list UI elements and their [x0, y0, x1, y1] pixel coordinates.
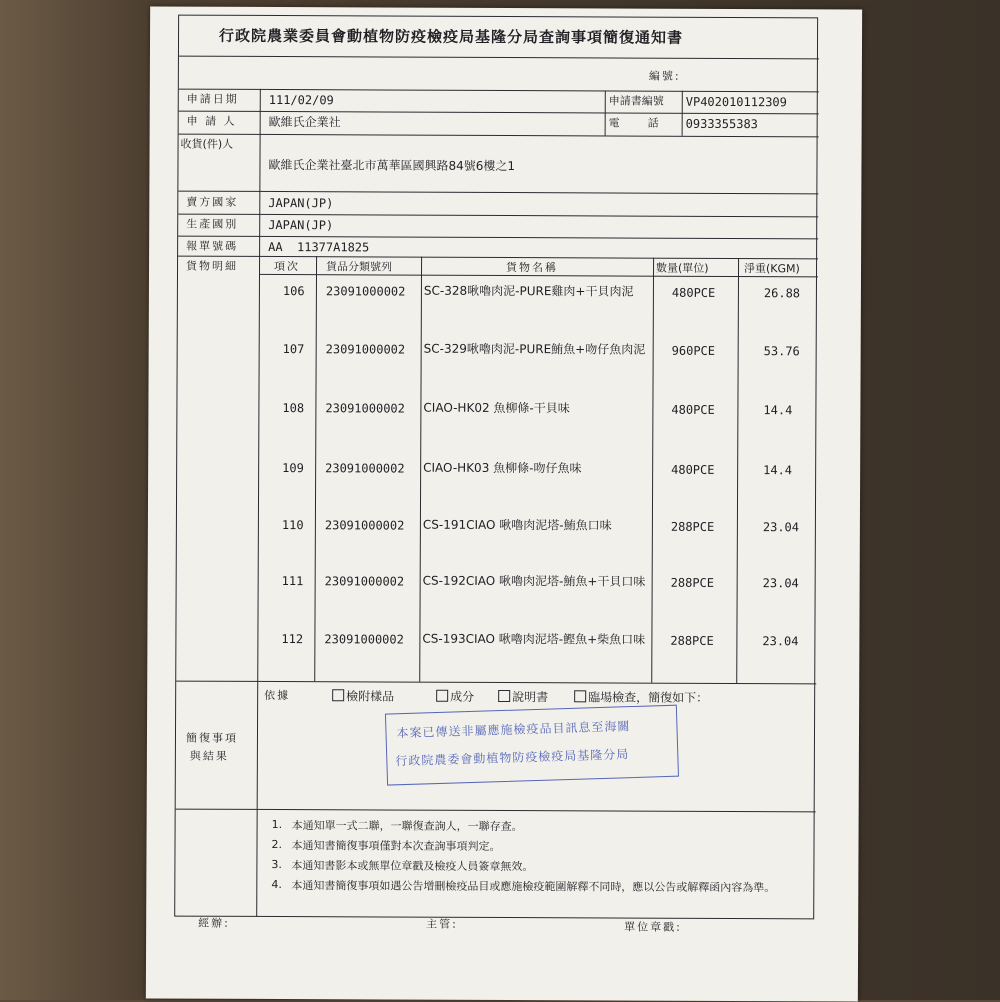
row-item: 110: [281, 518, 304, 533]
header-goods-name: 貨物名稱: [506, 261, 559, 275]
row-goods-name: CS-193CIAO 啾嚕肉泥塔-鰹魚+柴魚口味: [422, 631, 646, 647]
unit-seal-label: 單位章戳:: [624, 920, 682, 934]
reply-label-line1: 簡復事項: [185, 731, 239, 745]
row-net-weight: 53.76: [763, 344, 800, 359]
app-no-label: 申請書編號: [608, 94, 664, 108]
note-number: 4.: [271, 877, 282, 892]
apply-date-value: 111/02/09: [268, 92, 334, 108]
customs-stamp: [385, 705, 679, 786]
row-quantity: 288PCE: [670, 575, 715, 590]
note-number: 2.: [271, 837, 283, 852]
row-hs-code: 23091000002: [325, 401, 405, 416]
option-onsite[interactable]: [574, 690, 708, 705]
row-quantity: 480PCE: [671, 285, 716, 300]
form-table: [174, 15, 818, 920]
row-net-weight: 23.04: [762, 576, 799, 591]
apply-date-label: 申請日期: [186, 92, 239, 106]
header-item: 項次: [274, 259, 301, 274]
stamp-line2: 行政院農委會動植物防疫檢疫局基隆分局: [395, 747, 630, 769]
row-quantity: 480PCE: [671, 462, 715, 477]
declaration-no-label: 報單號碼: [186, 239, 239, 253]
handler-label: 經辦:: [198, 916, 230, 930]
row-goods-name: SC-329啾嚕肉泥-PURE鮪魚+吻仔魚肉泥: [423, 341, 646, 357]
row-item: 106: [282, 284, 305, 299]
row-goods-name: CIAO-HK02 魚柳條-干貝味: [423, 400, 570, 416]
stamp-line1: 本案已傳送非屬應施檢疫品目訊息至海關: [396, 719, 631, 741]
header-hs-code: 貨品分類號列: [326, 260, 393, 274]
row-hs-code: 23091000002: [324, 632, 404, 647]
sample-checkbox[interactable]: [332, 689, 344, 701]
row-net-weight: 26.88: [763, 286, 801, 301]
consignee-label: 收貨(件)人: [180, 137, 234, 151]
row-net-weight: 23.04: [762, 634, 799, 649]
row-item: 111: [281, 574, 304, 589]
option-manual[interactable]: [498, 690, 548, 704]
row-item: 112: [281, 632, 304, 647]
ingredients-checkbox[interactable]: [436, 690, 448, 702]
goods-label: 貨物明細: [186, 259, 239, 273]
onsite-checkbox[interactable]: [574, 690, 586, 702]
origin-country-value: JAPAN(JP): [268, 217, 334, 233]
app-no-value: VP402010112309: [685, 94, 787, 110]
row-net-weight: 14.4: [763, 403, 793, 418]
row-goods-name: CIAO-HK03 魚柳條-吻仔魚味: [423, 460, 582, 476]
phone-label: 電 話: [608, 116, 661, 130]
row-quantity: 288PCE: [670, 519, 715, 534]
declaration-no-value: AA 11377A1825: [268, 239, 370, 255]
row-hs-code: 23091000002: [324, 518, 405, 533]
row-goods-name: CS-191CIAO 啾嚕肉泥塔-鮪魚口味: [422, 517, 612, 533]
option-ingredients[interactable]: [436, 690, 474, 704]
option-sample-label: 檢附樣品: [346, 689, 395, 704]
row-hs-code: 23091000002: [325, 342, 406, 357]
note-text: 本通知單一式二聯，一聯復查詢人，一聯存查。: [291, 819, 523, 834]
seller-country-label: 賣方國家: [186, 195, 239, 209]
row-quantity: 960PCE: [671, 343, 716, 358]
row-item: 109: [282, 461, 304, 476]
row-goods-name: CS-192CIAO 啾嚕肉泥塔-鮪魚+干貝口味: [422, 573, 646, 589]
row-hs-code: 23091000002: [324, 574, 405, 589]
document-title: 行政院農業委員會動植物防疫檢疫局基隆分局查詢事項簡復通知書: [219, 26, 684, 47]
phone-value: 0933355383: [685, 116, 758, 132]
reply-label-line2: 與結果: [189, 749, 229, 763]
row-quantity: 480PCE: [671, 402, 715, 417]
note-number: 3.: [271, 857, 282, 872]
option-ingredients-label: 成分: [450, 689, 475, 704]
origin-country-label: 生產國別: [186, 217, 239, 231]
note-text: 本通知書簡復事項僅對本次查詢事項判定。: [291, 839, 501, 853]
applicant-label: 申 請 人: [186, 114, 237, 128]
note-text: 本通知書影本或無單位章戳及檢疫人員簽章無效。: [291, 859, 534, 874]
row-goods-name: SC-328啾嚕肉泥-PURE雞肉+干貝肉泥: [423, 283, 634, 299]
row-quantity: 288PCE: [670, 633, 714, 648]
row-item: 107: [282, 342, 305, 357]
header-net-weight: 淨重(KGM): [744, 262, 800, 276]
applicant-value: 歐維氏企業社: [268, 114, 341, 130]
option-manual-label: 說明書: [512, 690, 549, 705]
notice-document: [146, 6, 862, 1001]
row-net-weight: 23.04: [762, 520, 800, 535]
row-hs-code: 23091000002: [325, 284, 406, 299]
option-onsite-label: 臨場檢查，簡復如下：: [588, 690, 709, 705]
supervisor-label: 主管:: [426, 917, 458, 931]
basis-label: 依據: [264, 688, 291, 703]
note-text: 本通知書簡復事項如遇公告增刪檢疫品目或應施檢疫範圍解釋不同時，應以公告或解釋函內容為準。: [291, 879, 776, 895]
row-item: 108: [282, 401, 305, 416]
row-hs-code: 23091000002: [325, 461, 405, 476]
option-sample[interactable]: [332, 689, 394, 703]
row-net-weight: 14.4: [763, 463, 793, 478]
consignee-value: 歐維氏企業社臺北市萬華區國興路84號6樓之1: [268, 157, 516, 174]
manual-checkbox[interactable]: [498, 690, 510, 702]
note-number: 1.: [271, 817, 283, 832]
seller-country-value: JAPAN(JP): [268, 195, 334, 211]
header-quantity: 數量(單位): [656, 261, 709, 275]
serial-label: 編號:: [648, 69, 681, 83]
